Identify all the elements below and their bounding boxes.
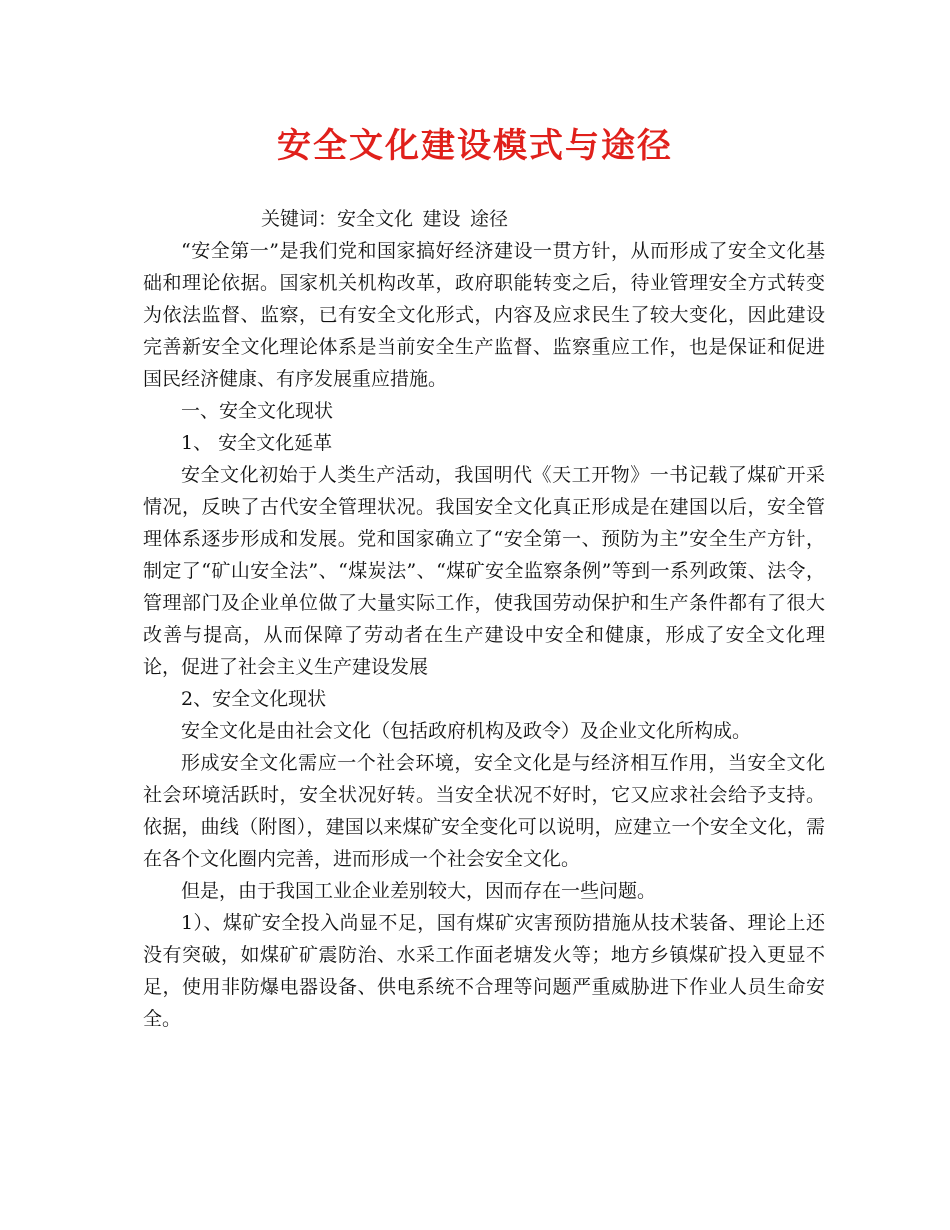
keywords-line	[143, 203, 825, 235]
body-paragraph: 1）、煤矿安全投入尚显不足，国有煤矿灾害预防措施从技术装备、理论上还没有突破，如煤矿矿震防治、水采工作面老塘发火等；地方乡镇煤矿投入更显不足，使用非防爆电器设备、供电系统不合理等问题严重威胁进下作业人员生命安全。	[143, 912, 825, 1030]
keyword-item: 途径	[470, 208, 509, 230]
body-paragraph: 安全文化初始于人类生产活动，我国明代《天工开物》一书记载了煤矿开采情况，反映了古代安全管理状况。我国安全文化真正形成是在建国以后，安全管理体系逐步形成和发展。党和国家确立了“安全第一、预防为主”安全生产方针，制定了“矿山安全法”、“煤炭法”、“煤矿安全监察条例”等到一系列政策、法令，管理部门及企业单位做了大量实际工作，使我国劳动保护和生产条件都有了很大改善与提高，从而保障了劳动者在生产建设中安全和健康，形成了安全文化理论，促进了社会主义生产建设发展	[143, 464, 825, 678]
body-paragraph: 但是，由于我国工业企业差别较大，因而存在一些问题。	[181, 880, 657, 902]
keywords-label: 关键词：	[261, 208, 338, 230]
keyword-item: 安全文化	[337, 208, 414, 230]
subsection-heading: 2、安全文化现状	[181, 688, 327, 710]
document-title: 安全文化建设模式与途径	[277, 126, 673, 166]
body-paragraph: 形成安全文化需应一个社会环境，安全文化是与经济相互作用，当安全文化社会环境活跃时，安全状况好转。当安全状况不好时，它又应求社会给予支持。依据，曲线（附图），建国以来煤矿安全变化可以说明，应建立一个安全文化，需在各个文化圈内完善，进而形成一个社会安全文化。	[143, 752, 825, 870]
document-body	[143, 203, 825, 1035]
keyword-item: 建设	[422, 208, 461, 230]
intro-paragraph: “安全第一”是我们党和国家搞好经济建设一贯方针，从而形成了安全文化基础和理论依据。国家机关机构改革，政府职能转变之后，待业管理安全方式转变为依法监督、监察，已有安全文化形式，内容及应求民生了较大变化，因此建设完善新安全文化理论体系是当前安全生产监督、监察重应工作，也是保证和促进国民经济健康、有序发展重应措施。	[143, 240, 825, 390]
subsection-heading: 1、 安全文化延革	[181, 432, 333, 454]
body-paragraph: 安全文化是由社会文化（包括政府机构及政令）及企业文化所构成。	[181, 720, 752, 742]
section-heading: 一、安全文化现状	[181, 400, 334, 422]
